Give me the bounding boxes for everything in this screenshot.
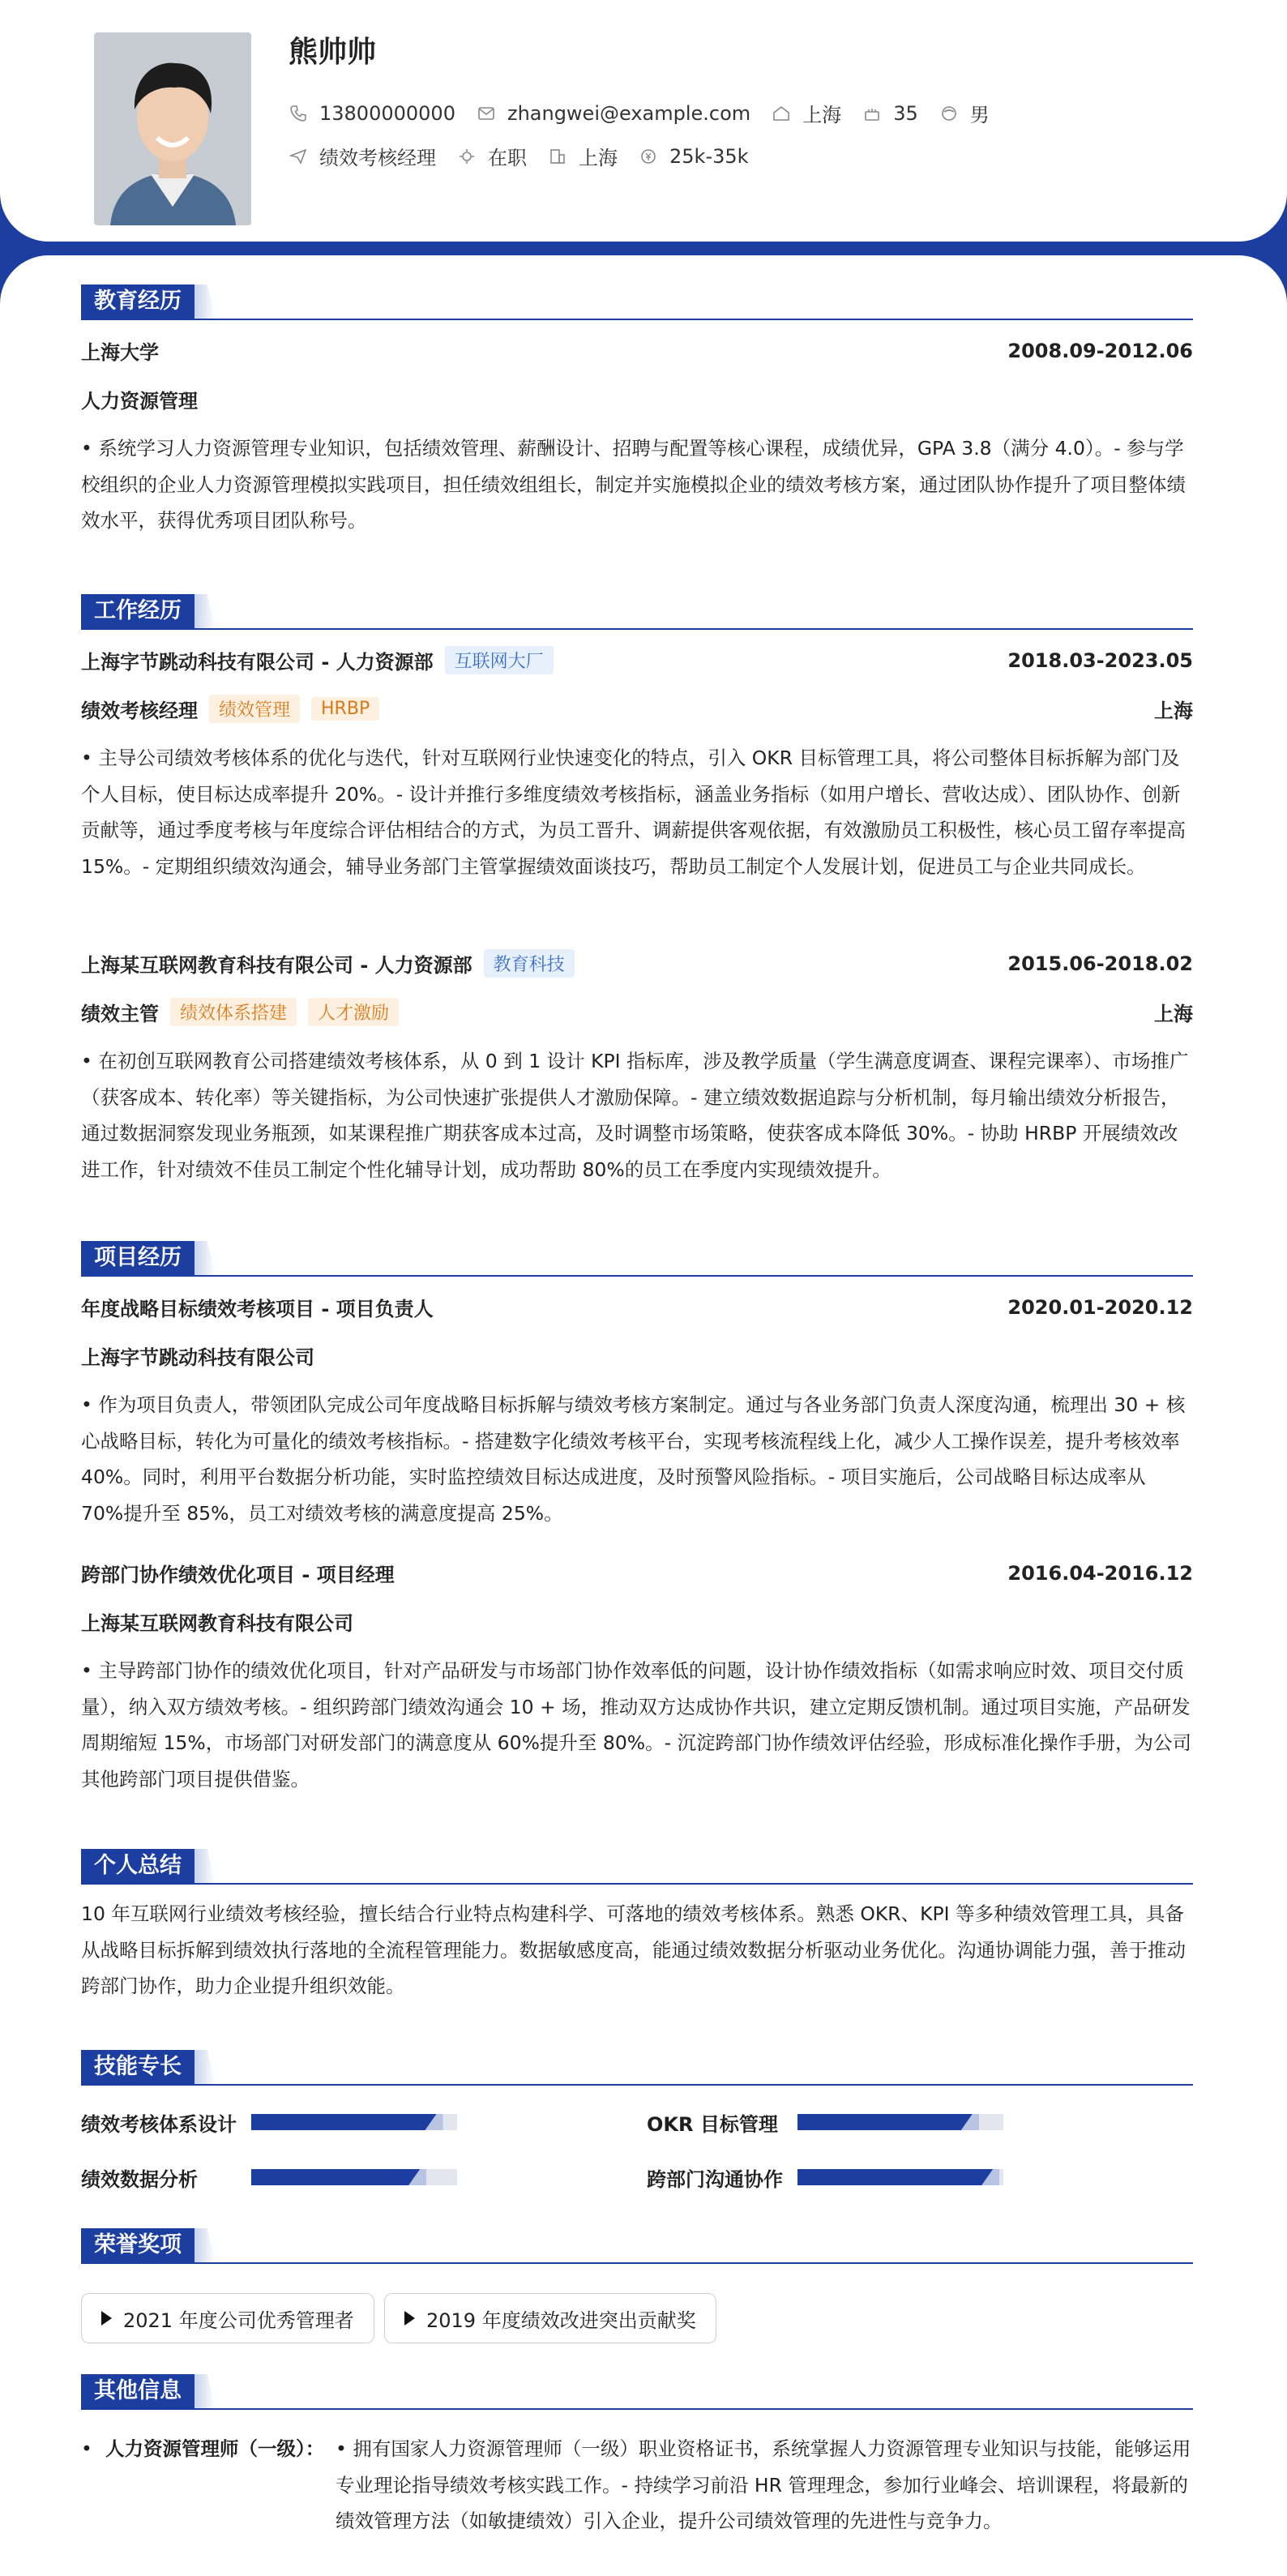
skills-title: 技能专长 (81, 2050, 195, 2084)
age-icon (862, 104, 882, 123)
company-name: 上海字节跳动科技有限公司 - 人力资源部 (81, 651, 434, 674)
award-item (81, 2293, 374, 2343)
work-date: 2015.06-2018.02 (1007, 952, 1193, 975)
skill-bar-fill (797, 2114, 973, 2130)
phone-text: 13800000000 (319, 101, 455, 125)
project-name: 跨部门协作绩效优化项目 - 项目经理 (81, 1564, 395, 1586)
skill-bar (251, 2169, 457, 2185)
position-name: 绩效考核经理 (81, 700, 198, 722)
phone-item (289, 102, 455, 125)
education-date: 2008.09-2012.06 (1007, 339, 1193, 362)
work-heading (81, 594, 1193, 630)
awards-heading (81, 2228, 1193, 2264)
summary-title: 个人总结 (81, 1849, 195, 1883)
play-icon (404, 2311, 415, 2326)
award-text: 2021 年度公司优秀管理者 (123, 2309, 354, 2332)
email-item (477, 102, 750, 125)
resume-content (0, 255, 1287, 2576)
work-location: 上海 (1154, 1003, 1193, 1025)
header (0, 0, 1287, 242)
candidate-name: 熊帅帅 (289, 36, 377, 69)
play-icon (101, 2311, 112, 2326)
project-company: 上海字节跳动科技有限公司 (81, 1346, 314, 1369)
work-description: • 主导公司绩效考核体系的优化与迭代，针对互联网行业快速变化的特点，引入 OKR 目标管理工具，将公司整体目标拆解为部门及个人目标，使目标达成率提升 20%。- 设计并推行多维度绩效考核指标，涵盖业务指标（如用户增长、营收达成）、团队协作、创新贡献等，通过季度考核与年度综合评估相结合的方式，为员工晋升、调薪提供客观依据，有效激励员工积极性，核心员工留存率提高 15%。- 定期组织绩效沟通会，辅导业务部门主管掌握绩效面谈技巧，帮助员工制定个人发展计划，促进员工与企业共同成长。 (81, 747, 1186, 878)
skill-bar-fill (797, 2169, 993, 2185)
job-title-text: 绩效考核经理 (319, 147, 436, 169)
skill-tag: 绩效体系搭建 (170, 998, 297, 1026)
work-section (81, 594, 1193, 1181)
projects-section (81, 1241, 1193, 1791)
skill-tag: 人才激励 (308, 998, 399, 1026)
skill-bar-fill (251, 2114, 437, 2130)
money-icon (639, 147, 658, 166)
project-company: 上海某互联网教育科技有限公司 (81, 1612, 353, 1635)
work-title: 工作经历 (81, 594, 195, 628)
gender-icon (939, 104, 959, 123)
education-title: 教育经历 (81, 285, 195, 319)
skill-item (647, 2163, 1101, 2191)
project-date: 2016.04-2016.12 (1007, 1561, 1193, 1585)
other-value: • 拥有国家人力资源管理师（一级）职业资格证书，系统掌握人力资源管理专业知识与技能，能够运用专业理论指导绩效考核实践工作。- 持续学习前沿 HR 管理理念，参加行业峰会、培训课程，将最新的绩效管理方法（如敏捷绩效）引入企业，提升公司绩效管理的先进性与竞争力。 (336, 2437, 1191, 2532)
bullet-dot: • (81, 2437, 92, 2460)
skill-bar (797, 2114, 1003, 2130)
education-heading (81, 285, 1193, 320)
salary-item (639, 145, 749, 168)
gender-item (939, 99, 990, 127)
skills-heading (81, 2050, 1193, 2086)
projects-heading (81, 1241, 1193, 1277)
work-header-row (81, 646, 1193, 674)
building-icon (548, 147, 567, 166)
awards-title: 荣誉奖项 (81, 2228, 195, 2262)
other-title: 其他信息 (81, 2374, 195, 2408)
skill-tag: 绩效管理 (209, 695, 300, 723)
major-name: 人力资源管理 (81, 390, 198, 413)
send-icon (289, 147, 308, 166)
company-name: 上海某互联网教育科技有限公司 - 人力资源部 (81, 954, 472, 977)
skill-bar (797, 2169, 1003, 2185)
summary-heading (81, 1849, 1193, 1885)
work-date: 2018.03-2023.05 (1007, 648, 1193, 672)
project-description: • 作为项目负责人，带领团队完成公司年度战略目标拆解与绩效考核方案制定。通过与各业务部门负责人深度沟通，梳理出 30 + 核心战略目标，转化为可量化的绩效考核指标。- 搭建数字化绩效考核平台，实现考核流程线上化，减少人工操作误差，提升考核效率 40%。同时，利用平台数据分析功能，实时监控绩效目标达成进度，及时预警风险指标。- 项目实施后，公司战略目标达成率从 70%提升至 85%，员工对绩效考核的满意度提高 25%。 (81, 1393, 1186, 1525)
other-item (81, 2431, 1193, 2544)
skill-name: 绩效考核体系设计 (81, 2112, 237, 2136)
award-text: 2019 年度绩效改进突出贡献奖 (426, 2309, 696, 2332)
phone-icon (289, 104, 308, 123)
other-heading (81, 2374, 1193, 2410)
city-text: 上海 (579, 147, 618, 169)
skill-name: OKR 目标管理 (647, 2112, 778, 2136)
work-header-row (81, 949, 1193, 978)
project-header-row (81, 1559, 1193, 1587)
salary-text: 25k-35k (669, 144, 749, 168)
status-text: 在职 (488, 147, 527, 169)
other-section (81, 2374, 1193, 2532)
other-key: 人力资源管理师（一级）： (105, 2437, 325, 2460)
job-title-item (289, 142, 436, 170)
project-description: • 主导跨部门协作的绩效优化项目，针对产品研发与市场部门协作效率低的问题，设计协作绩效指标（如需求响应时效、项目交付质量），纳入双方绩效考核。- 组织跨部门绩效沟通会 10 + 场，推动双方达成协作共识，建立定期反馈机制。通过项目实施，产品研发周期缩短 15%，市场部门对研发部门的满意度从 60%提升至 80%。- 沉淀跨部门协作绩效评估经验，形成标准化操作手册，为公司其他跨部门项目提供借鉴。 (81, 1659, 1192, 1791)
status-item (457, 142, 527, 170)
summary-section (81, 1849, 1193, 1997)
school-name: 上海大学 (81, 341, 159, 364)
awards-list (81, 2293, 1193, 2343)
skill-bar-fill (251, 2169, 420, 2185)
work-location: 上海 (1154, 700, 1193, 722)
projects-title: 项目经历 (81, 1241, 195, 1275)
skills-section (81, 2050, 1193, 2191)
hometown-text: 上海 (802, 104, 842, 126)
project-name: 年度战略目标绩效考核项目 - 项目负责人 (81, 1298, 434, 1320)
project-date: 2020.01-2020.12 (1007, 1295, 1193, 1319)
position-row (81, 695, 1193, 723)
hometown-item (772, 99, 841, 127)
major-row (81, 385, 1193, 413)
contact-row (289, 99, 1011, 127)
awards-section (81, 2228, 1193, 2332)
education-header-row (81, 336, 1193, 365)
age-item (862, 102, 918, 125)
mail-icon (477, 104, 496, 123)
job-row (289, 142, 770, 170)
status-icon (457, 147, 477, 166)
city-item (548, 142, 618, 170)
skill-tag: HRBP (311, 697, 379, 721)
industry-tag: 教育科技 (484, 949, 575, 978)
project-company-row (81, 1607, 1193, 1636)
project-company-row (81, 1341, 1193, 1370)
work-description: • 在初创互联网教育公司搭建绩效考核体系，从 0 到 1 设计 KPI 指标库，涉及教学质量（学生满意度调查、课程完课率）、市场推广（获客成本、转化率）等关键指标，为公司快速扩张提供人才激励保障。- 建立绩效数据追踪与分析机制，每月输出绩效分析报告，通过数据洞察发现业务瓶颈，如某课程推广期获客成本过高，及时调整市场策略，使获客成本降低 30%。- 协助 HRBP 开展绩效改进工作，针对绩效不佳员工制定个性化辅导计划，成功帮助 80%的员工在季度内实现绩效提升。 (81, 1050, 1189, 1181)
skill-item (647, 2108, 1101, 2136)
summary-text: 10 年互联网行业绩效考核经验，擅长结合行业特点构建科学、可落地的绩效考核体系。熟悉 OKR、KPI 等多种绩效管理工具，具备从战略目标拆解到绩效执行落地的全流程管理能力。数据敏感度高，能通过绩效数据分析驱动业务优化。沟通协调能力强，善于推动跨部门协作，助力企业提升组织效能。 (81, 1902, 1186, 1997)
skill-item (81, 2163, 535, 2191)
project-header-row (81, 1293, 1193, 1321)
skill-item (81, 2108, 535, 2136)
skill-name: 跨部门沟通协作 (647, 2167, 783, 2191)
email-text: zhangwei@example.com (507, 101, 751, 125)
avatar (94, 32, 251, 225)
education-description: • 系统学习人力资源管理专业知识，包括绩效管理、薪酬设计、招聘与配置等核心课程，成绩优异，GPA 3.8（满分 4.0）。- 参与学校组织的企业人力资源管理模拟实践项目，担任绩效组组长，制定并实施模拟企业的绩效考核方案，通过团队协作提升了项目整体绩效水平，获得优秀项目团队称号。 (81, 437, 1186, 532)
position-name: 绩效主管 (81, 1003, 159, 1025)
award-item (384, 2293, 716, 2343)
age-text: 35 (893, 101, 918, 125)
skill-name: 绩效数据分析 (81, 2167, 198, 2191)
industry-tag: 互联网大厂 (445, 646, 554, 674)
position-row (81, 998, 1193, 1026)
education-section (81, 285, 1193, 532)
gender-text: 男 (969, 104, 990, 126)
skill-bar (251, 2114, 457, 2130)
home-icon (772, 104, 791, 123)
